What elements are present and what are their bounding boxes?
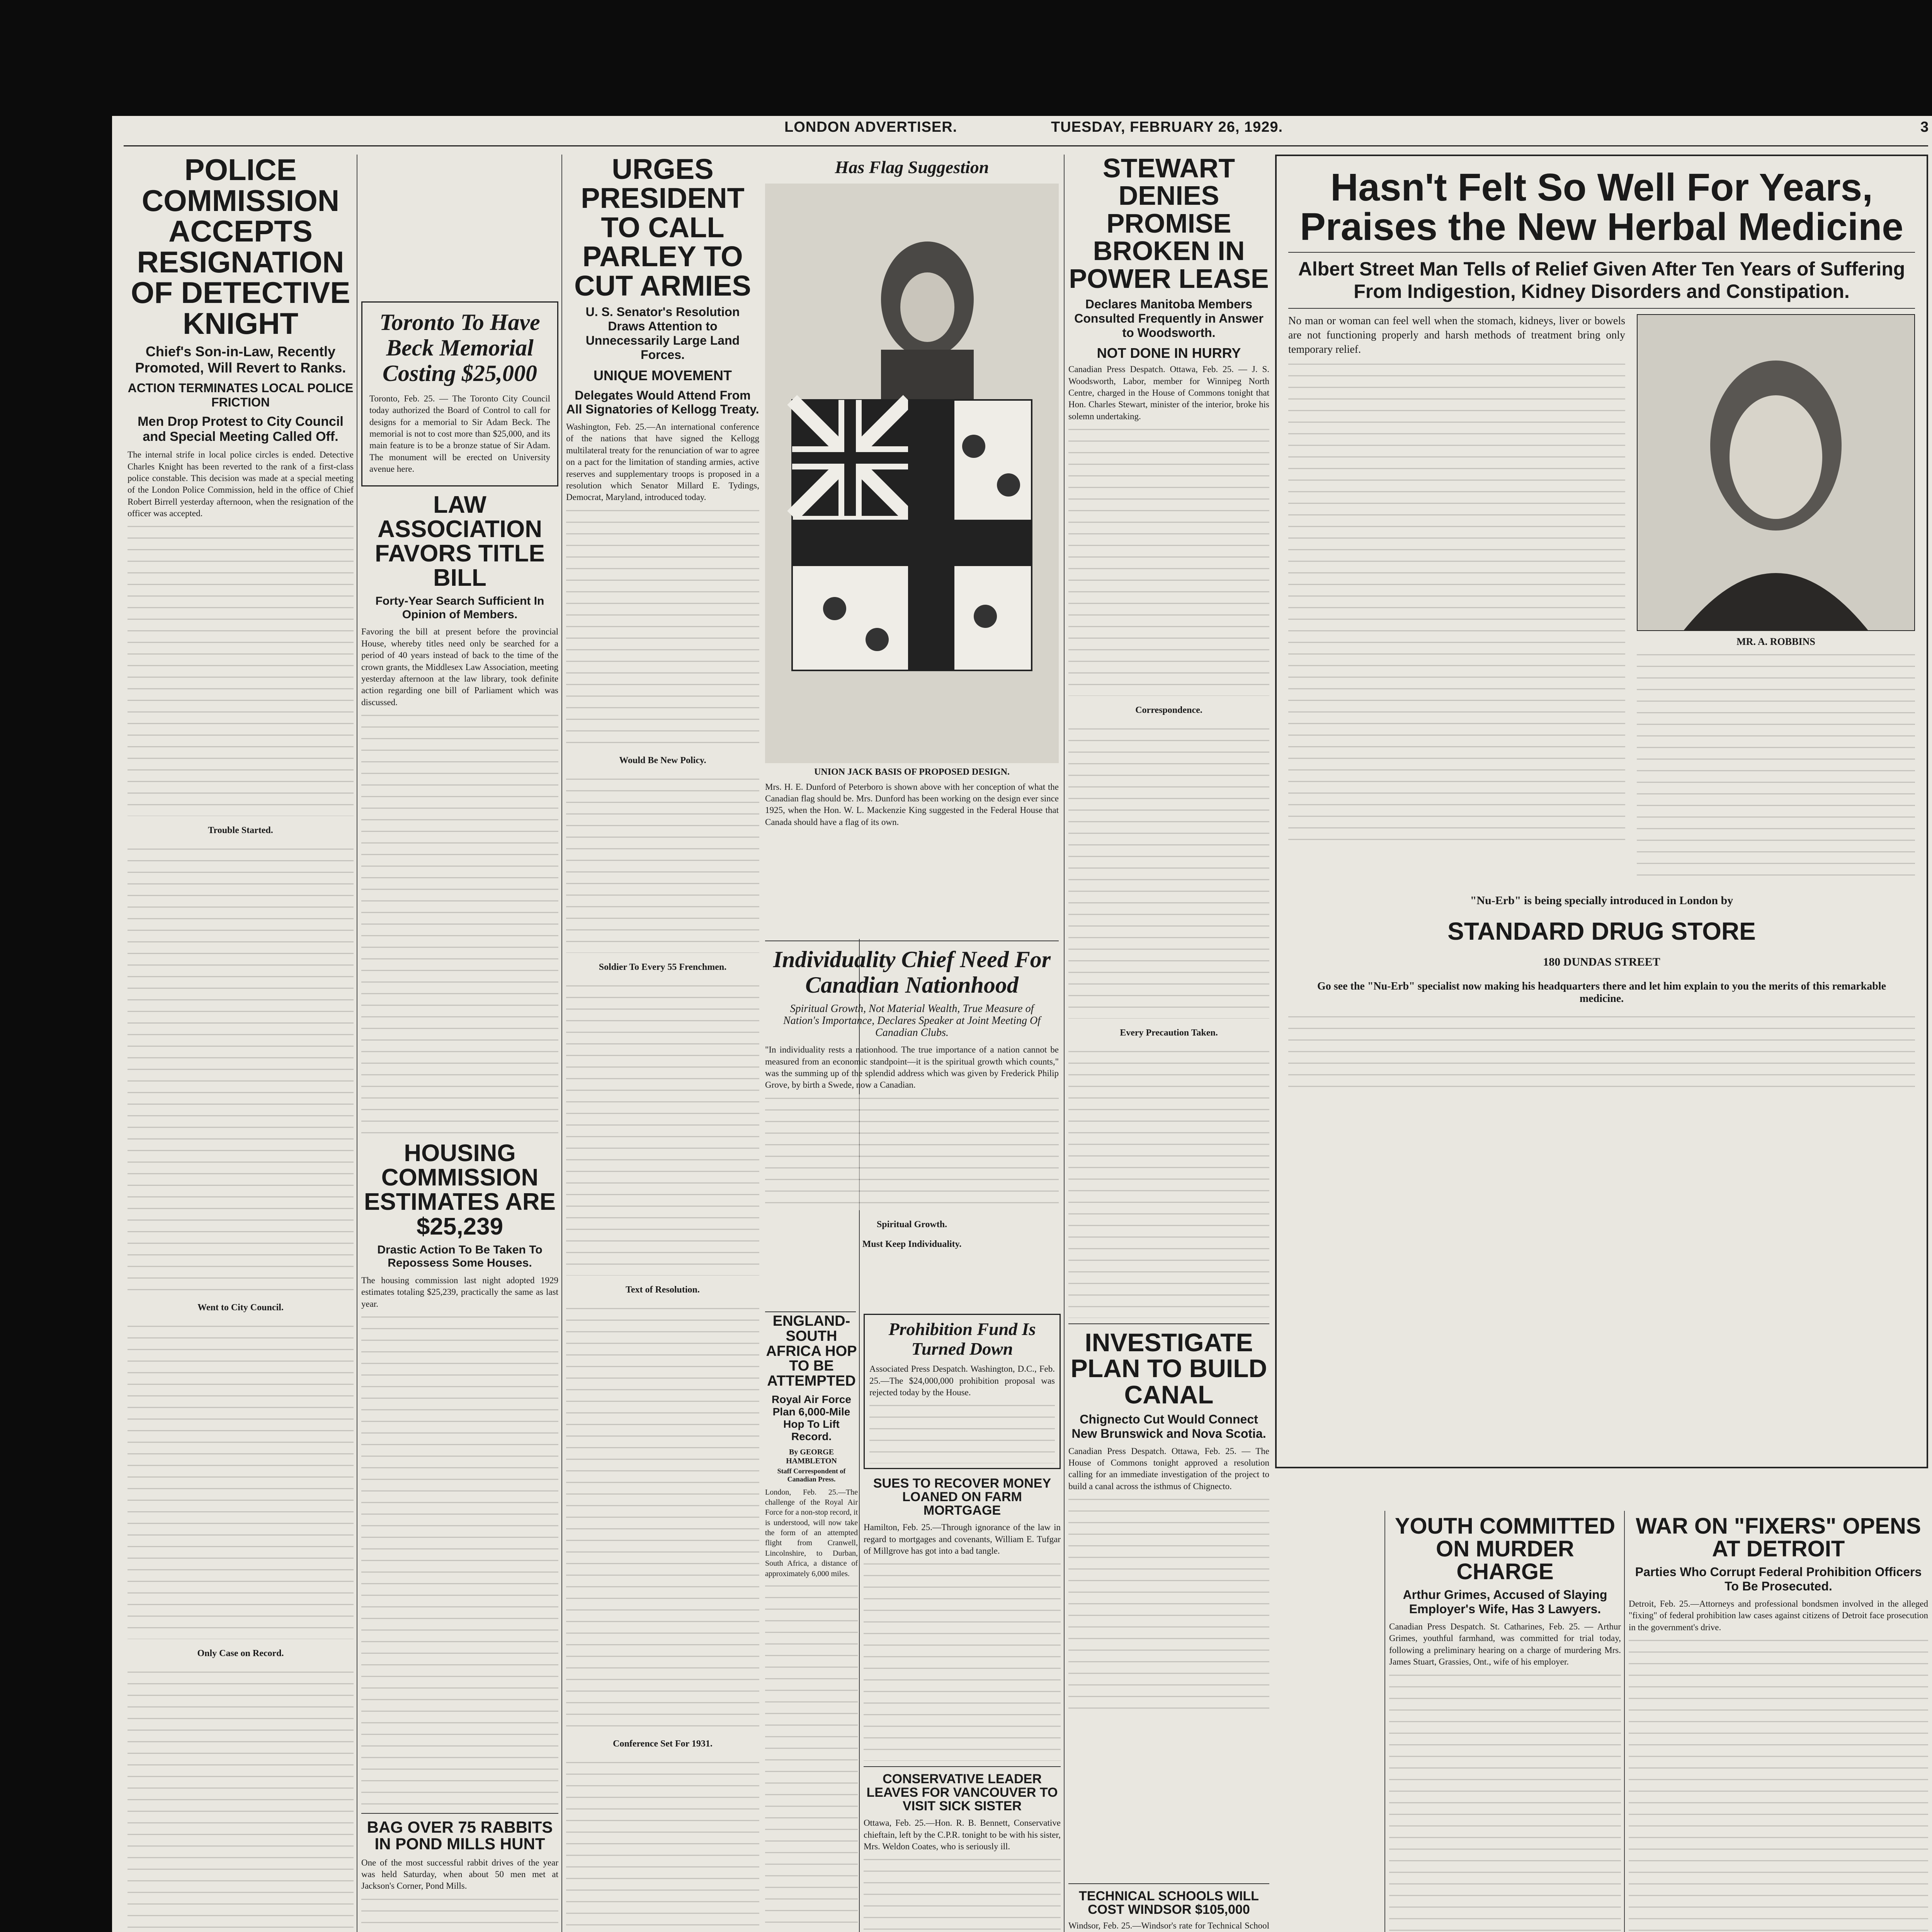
divider — [361, 1813, 558, 1814]
individuality-headline: Individuality Chief Need For Canadian Nationhood — [773, 947, 1051, 998]
conservative-body-text — [864, 1855, 1061, 1932]
youth-headline: YOUTH COMMITTED ON MURDER CHARGE — [1395, 1515, 1616, 1585]
ad-footer-text — [1288, 1013, 1915, 1090]
law-deck: Forty-Year Search Sufficient In Opinion of Members. — [375, 595, 544, 621]
article-headline: POLICE COMMISSION ACCEPTS RESIGNATION OF DETECTIVE KNIGHT — [131, 155, 350, 340]
housing-paragraph: The housing commission last night adopted 1929 estimates totaling $25,239, practically the same as last year. — [361, 1275, 558, 1309]
urges-body-text — [566, 775, 759, 953]
portrait-photo — [1637, 314, 1915, 631]
canal-body-text — [1068, 1495, 1269, 1712]
article-body-text — [128, 1668, 354, 1932]
england-column — [765, 1314, 858, 1932]
housing-deck: Drastic Action To Be Taken To Repossess Some Houses. — [377, 1243, 543, 1270]
flag-photo — [765, 184, 1059, 763]
youth-body-text — [1389, 1671, 1621, 1932]
schools-mcleod-block — [1068, 1878, 1269, 1932]
section-heading: Would Be New Policy. — [619, 755, 706, 765]
urges-body-text — [566, 507, 759, 746]
england-headline: ENGLAND-SOUTH AFRICA HOP TO BE ATTEMPTED — [766, 1314, 857, 1389]
housing-body-text — [361, 1313, 558, 1808]
divider — [864, 1766, 1061, 1767]
ad-deck: Albert Street Man Tells of Relief Given After Ten Years of Suffering From Indigestion, Kidney Disorders and Constipation. — [1298, 258, 1905, 302]
page-number: 3 — [1920, 119, 1929, 135]
urges-body-text — [566, 1304, 759, 1730]
england-body-text — [765, 1582, 858, 1930]
urges-body-text — [566, 1759, 759, 1932]
urges-deck2: Delegates Would Attend From All Signatories of Kellogg Treaty. — [566, 388, 759, 417]
law-paragraph: Favoring the bill at present before the provincial House, whereby titles need only be searched for a period of 40 years instead of back to the time of the crown grants, the Middlesex Law Association, meeting yesterday afternoon at the law library, took definite action regarding one bill of Parliament which was discussed. — [361, 627, 558, 707]
youth-article — [1389, 1515, 1621, 1932]
sues-paragraph: Hamilton, Feb. 25.—Through ignorance of the law in regard to mortgages and covenants, William E. Tufgar of Millgrove has got into a bad tangle. — [864, 1522, 1061, 1556]
england-credit: Staff Correspondent of Canadian Press. — [777, 1467, 846, 1483]
ad-store: STANDARD DRUG STORE — [1447, 917, 1756, 945]
column-five — [1068, 155, 1269, 1932]
fixers-article — [1629, 1515, 1928, 1932]
prohibition-headline: Prohibition Fund Is Turned Down — [888, 1319, 1036, 1359]
divider — [1068, 1883, 1269, 1884]
england-deck: Royal Air Force Plan 6,000-Mile Hop To Lift Record. — [772, 1393, 851, 1443]
fixers-paragraph: Detroit, Feb. 25.—Attorneys and professional bondsmen involved in the alleged "fixing" of federal prohibition law cases against citizens of Detroit face prosecution in the government's drive. — [1629, 1599, 1928, 1632]
youth-paragraph: Canadian Press Despatch. St. Catharines, Feb. 25. — Arthur Grimes, youthful farmhand, was committed for trial today, following a preliminary hearing on a charge of murdering Mrs. James Stuart, Grassies, Ont., wife of his employer. — [1389, 1622, 1621, 1667]
divider — [1288, 252, 1915, 253]
law-body-text — [361, 711, 558, 1136]
article-body-text — [128, 845, 354, 1293]
ad-body-row — [1288, 314, 1915, 883]
column-four-right — [864, 1314, 1061, 1932]
column-two — [361, 301, 558, 1932]
stewart-body-text — [1068, 1048, 1269, 1318]
masthead-date: TUESDAY, FEBRUARY 26, 1929. — [1051, 119, 1283, 135]
placeholder-narrow — [1275, 1515, 1381, 1932]
rabbits-headline: BAG OVER 75 RABBITS IN POND MILLS HUNT — [367, 1818, 553, 1853]
urges-headline: URGES PRESIDENT TO CALL PARLEY TO CUT ARMIES — [574, 155, 751, 302]
flag-caption: UNION JACK BASIS OF PROPOSED DESIGN. — [814, 767, 1010, 777]
ad-text-column — [1288, 314, 1625, 883]
masthead-rule — [124, 145, 1928, 146]
divider — [765, 1311, 856, 1312]
column-rule — [561, 155, 562, 1932]
individuality-paragraph: "In individuality rests a nationhood. The true importance of a nation cannot be measured from an economic standpoint—it is the spiritual growth which counts," was the summing up of the splendid address which was given by Frederick Philip Grove, by birth a Swede, now a Canadian. — [765, 1045, 1059, 1090]
section-heading: Correspondence. — [1135, 705, 1202, 716]
urges-deck: U. S. Senator's Resolution Draws Attention to Unnecessarily Large Land Forces. — [585, 305, 740, 362]
toronto-headline: Toronto To Have Beck Memorial Costing $25,000 — [379, 310, 540, 386]
ad-tag: Go see the "Nu-Erb" specialist now making his headquarters there and let him explain to you the merits of this remarkable medicine. — [1317, 980, 1886, 1005]
article-subhead: ACTION TERMINATES LOCAL POLICE FRICTION — [128, 381, 354, 410]
herbal-medicine-ad — [1275, 155, 1928, 1499]
section-heading: Only Case on Record. — [197, 1648, 284, 1659]
schools-paragraph: Windsor, Feb. 25.—Windsor's rate for Technical School — [1068, 1921, 1269, 1931]
ad-body-text — [1288, 360, 1625, 847]
flag-paragraph: Mrs. H. E. Dunford of Peterboro is shown above with her conception of what the Canadian flag should be. Mrs. Dunford has been working on the design ever since 1925, when the Hon. W. L. Mackenzie King suggested in the Federal House that Canada should have a flag of its own. — [765, 782, 1059, 827]
urges-body-text — [566, 982, 759, 1276]
stewart-body-text — [1068, 725, 1269, 1019]
canal-headline: INVESTIGATE PLAN TO BUILD CANAL — [1070, 1328, 1267, 1409]
fixers-deck: Parties Who Corrupt Federal Prohibition Officers To Be Prosecuted. — [1635, 1565, 1922, 1594]
toronto-paragraph: Toronto, Feb. 25. — The Toronto City Council today authorized the Board of Control to call for designs for a memorial to Sir Adam Beck. The memorial is not to cost more than $25,000, and its main feature is to be a bronze statue of Sir Adam. The monument will be erected on University avenue here. — [369, 394, 550, 474]
prohibition-body-text — [869, 1401, 1055, 1463]
ad-address: 180 DUNDAS STREET — [1543, 956, 1660, 969]
england-paragraph: London, Feb. 25.—The challenge of the Royal Air Force for a non-stop record, it is understood, will now take the form of an attempted flight from Cranwell, Lincolnshire, to Durban, South Africa, a distance of approximately 6,000 miles. — [765, 1488, 858, 1578]
individuality-deck: Spiritual Growth, Not Material Wealth, True Measure of Nation's Importance, Declares Speaker at Joint Meeting Of Canadian Clubs. — [783, 1003, 1041, 1039]
stewart-deck: Declares Manitoba Members Consulted Frequently in Answer to Woodsworth. — [1074, 297, 1264, 340]
prohibition-box — [864, 1314, 1061, 1469]
sues-headline: SUES TO RECOVER MONEY LOANED ON FARM MORTGAGE — [873, 1476, 1051, 1518]
photo-caption: MR. A. ROBBINS — [1736, 636, 1815, 647]
canal-deck: Chignecto Cut Would Connect New Brunswick and Nova Scotia. — [1071, 1412, 1266, 1440]
article-paragraph: The internal strife in local police circles is ended. Detective Charles Knight has been reverted to the rank of a first-class police constable. This decision was made at a special meeting of the London Police Commission, held in the office of Chief Robert Birrell yesterday afternoon, when the resignation of the officer was accepted. — [128, 450, 354, 519]
stewart-headline: STEWART DENIES PROMISE BROKEN IN POWER LEASE — [1069, 155, 1269, 294]
section-heading: Soldier To Every 55 Frenchmen. — [599, 962, 727, 972]
article-body-text — [128, 1322, 354, 1639]
individuality-body-text — [765, 1094, 1059, 1210]
section-heading: Conference Set For 1931. — [613, 1738, 713, 1749]
flag-feature — [765, 155, 1059, 923]
section-heading: Must Keep Individuality. — [862, 1239, 962, 1249]
rabbits-body-text — [361, 1895, 558, 1932]
law-headline: LAW ASSOCIATION FAVORS TITLE BILL — [375, 491, 545, 592]
article-body-text — [128, 522, 354, 816]
newspaper-page — [112, 116, 1932, 1932]
individuality-article — [765, 935, 1059, 1298]
urges-paragraph: Washington, Feb. 25.—An international conference of the nations that have signed the Kellogg multilateral treaty for the renunciation of war to agree on a pact for the limitation of standing armies, active reserves and supplementary troops is proposed in a resolution which Senator Millard E. Tydings, Democrat, Maryland, introduced today. — [566, 422, 759, 502]
youth-deck: Arthur Grimes, Accused of Slaying Employer's Wife, Has 3 Lawyers. — [1403, 1588, 1607, 1616]
toronto-memorial-box — [361, 301, 558, 486]
schools-headline: TECHNICAL SCHOOLS WILL COST WINDSOR $105,000 — [1079, 1889, 1259, 1917]
section-heading: Text of Resolution. — [626, 1284, 700, 1295]
article-deck: Chief's Son-in-Law, Recently Promoted, Will Revert to Ranks. — [135, 344, 346, 376]
column-rule — [1624, 1511, 1625, 1932]
canal-paragraph: Canadian Press Despatch. Ottawa, Feb. 25. — The House of Commons tonight approved a resolution calling for an immediate investigation of the project to build a canal across the isthmus of Chignecto. — [1068, 1446, 1269, 1491]
flag-title: Has Flag Suggestion — [835, 157, 989, 177]
stewart-paragraph: Canadian Press Despatch. Ottawa, Feb. 25. — J. S. Woodsworth, Labor, member for Winnipeg North Centre, charged in the House of Commons tonight that Hon. Charles Stewart, minister of the interior, broke his solemn undertaking. — [1068, 364, 1269, 421]
section-heading: Went to City Council. — [197, 1303, 284, 1313]
ad-frame — [1275, 155, 1928, 1468]
column-rule — [1064, 155, 1065, 1932]
police-commission-article — [128, 155, 354, 1932]
section-heading: Spiritual Growth. — [876, 1219, 947, 1230]
section-heading: Trouble Started. — [208, 825, 273, 836]
fixers-headline: WAR ON "FIXERS" OPENS AT DETROIT — [1636, 1515, 1921, 1562]
masthead-paper: LONDON ADVERTISER. — [784, 119, 957, 135]
housing-headline: HOUSING COMMISSION ESTIMATES ARE $25,239 — [364, 1139, 556, 1240]
urges-president-article — [566, 155, 759, 1932]
rabbits-paragraph: One of the most successful rabbit drives of the year was held Saturday, when about 50 men met at Jackson's Corner, Pond Mills. — [361, 1857, 558, 1891]
ad-body-text — [1637, 651, 1915, 883]
divider — [765, 940, 1059, 941]
stewart-body-text — [1068, 425, 1269, 696]
ad-paragraph: No man or woman can feel well when the stomach, kidneys, liver or bowels are not functioning properly and harsh methods of treatment bring only temporary relief. — [1288, 315, 1625, 355]
conservative-paragraph: Ottawa, Feb. 25.—Hon. R. B. Bennett, Conservative chieftain, left by the C.P.R. tonight to be with his sister, Mrs. Weldon Coates, who is seriously ill. — [864, 1818, 1061, 1852]
sues-body-text — [864, 1560, 1061, 1761]
divider — [1068, 1323, 1269, 1324]
ad-headline: Hasn't Felt So Well For Years, Praises the New Herbal Medicine — [1300, 166, 1903, 248]
article-subdeck: Men Drop Protest to City Council and Special Meeting Called Off. — [138, 414, 344, 444]
urges-subhead: UNIQUE MOVEMENT — [593, 367, 732, 383]
column-rule — [1384, 1511, 1385, 1932]
stewart-subhead: NOT DONE IN HURRY — [1097, 345, 1241, 361]
england-byline: By GEORGE HAMBLETON — [786, 1447, 837, 1465]
ad-photo-column — [1637, 314, 1915, 883]
fixers-body-text — [1629, 1636, 1928, 1932]
section-heading: Every Precaution Taken. — [1120, 1028, 1218, 1038]
divider — [1288, 308, 1915, 309]
ad-special: "Nu-Erb" is being specially introduced in London by — [1470, 894, 1733, 907]
prohibition-paragraph: Associated Press Despatch. Washington, D.C., Feb. 25.—The $24,000,000 prohibition proposal was rejected today by the House. — [869, 1364, 1055, 1397]
conservative-headline: CONSERVATIVE LEADER LEAVES FOR VANCOUVER TO VISIT SICK SISTER — [866, 1772, 1058, 1813]
